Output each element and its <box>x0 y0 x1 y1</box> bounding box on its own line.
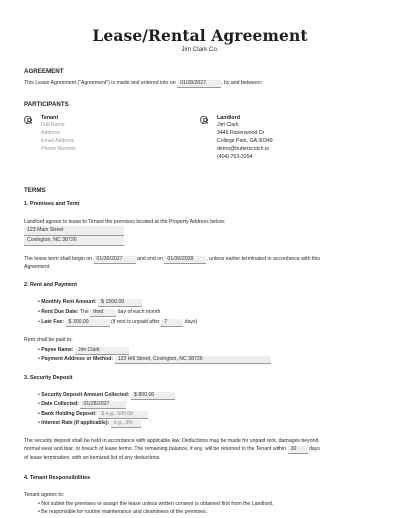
payee-row: • Payee Name: Jim Clark <box>38 347 129 355</box>
landlord-email: demo@butterscotch.io <box>217 146 269 152</box>
deposit-date-field[interactable]: 01/28/2027 <box>80 401 126 409</box>
bank-field[interactable]: $ e.g., 500.00 <box>98 411 148 419</box>
rent-due-row: • Rent Due Date: The third day of each month <box>38 309 161 315</box>
responsibility-item: • Not sublet the premises or assign the lease unless written consent is obtained first from the Landlord. <box>38 501 274 507</box>
property-address-line2[interactable]: Covington, NC 38726 <box>24 236 124 246</box>
interest-row: • Interest Rate (if applicable): e.g., 3% <box>38 420 141 428</box>
deposit-paragraph-line1: The security deposit shall be held in accordance with applicable law. Deductions may be made for unpaid rent, damages beyond <box>24 438 319 444</box>
rent-due-post: day of each month <box>117 309 161 315</box>
interest-field[interactable]: e.g., 3% <box>111 420 141 428</box>
term-text1: The lease term shall begin on <box>24 256 93 262</box>
lease-end-date-field[interactable]: 01/30/2028 <box>164 256 206 264</box>
interest-label: Interest Rate (if applicable): <box>41 420 110 426</box>
document-subtitle: Jim Clark Co. <box>181 46 219 53</box>
bank-row: • Bank Holding Deposit: $ e.g., 500.00 <box>38 411 148 419</box>
payee-field[interactable]: Jim Clark <box>75 347 129 355</box>
landlord-person-icon <box>200 116 208 124</box>
term-text2: and end on <box>136 256 163 262</box>
deposit-para2a: normal wear and tear, or breach of lease terms. The remaining balance, if any, will be returned to the Tenant within <box>24 446 287 452</box>
responsibilities-heading: 4. Tenant Responsibilities <box>24 475 91 481</box>
deposit-para2b: days <box>309 446 320 452</box>
term-text3: , unless earlier terminated in accordance with this <box>206 256 320 262</box>
rent-due-field[interactable]: third <box>90 309 116 317</box>
tenant-full-name[interactable]: Full Name <box>41 122 65 128</box>
lease-term-sentence <box>24 256 320 264</box>
responsibility-item: • Be responsible for routine maintenance and cleanliness of the premises. <box>38 509 208 515</box>
responsibility-item-text: Not sublet the premises or assign the lease unless written consent is obtained first from the Landlord. <box>41 501 274 507</box>
agreement-text-after: , by and between: <box>221 80 263 86</box>
agreement-text-before: This Lease Agreement ("Agreement") is made and entered into on <box>24 80 176 86</box>
deposit-paragraph-line2 <box>24 446 320 454</box>
landlord-role: Landlord <box>217 115 241 121</box>
tenant-phone[interactable]: Phone Number <box>41 146 76 152</box>
late-fee-mid: (if rent is unpaid after <box>110 319 160 325</box>
landlord-city: College Park, GA 30349 <box>217 138 273 144</box>
tenant-details <box>41 121 76 153</box>
deposit-date-row: • Date Collected: 01/28/2027 <box>38 401 126 409</box>
late-fee-days-field[interactable]: 7 <box>161 319 183 327</box>
participants-heading: PARTICIPANTS <box>24 101 69 108</box>
payee-label: Payee Name: <box>41 347 74 353</box>
premises-heading: 1. Premises and Term <box>24 201 80 207</box>
landlord-name: Jim Clark <box>217 122 239 128</box>
terms-heading: TERMS <box>24 187 46 194</box>
lease-start-date-field[interactable]: 01/30/2027 <box>94 256 136 264</box>
deposit-amount-field[interactable]: $ 800.00 <box>131 392 175 400</box>
deposit-return-days-field[interactable]: 30 <box>288 446 308 454</box>
tenant-address[interactable]: Address <box>41 130 61 136</box>
tenant-person-icon <box>24 116 32 124</box>
agreement-sentence <box>24 80 262 88</box>
late-fee-row: • Late Fee: $ 300.00 (if rent is unpaid after 7 days) <box>38 319 198 325</box>
late-fee-post: days) <box>184 319 198 325</box>
responsibility-item-text: Be responsible for routine maintenance and cleanliness of the premises. <box>41 509 208 515</box>
term-text4: Agreement. <box>24 264 51 270</box>
rent-due-label: Rent Due Date: <box>41 309 79 315</box>
monthly-rent-label: Monthly Rent Amount: <box>41 299 97 305</box>
late-fee-field[interactable]: $ 300.00 <box>66 319 110 327</box>
payment-method-row: • Payment Address or Method: 123 Hill Street, Covington, NC 38726 <box>38 356 271 364</box>
landlord-details <box>217 121 273 161</box>
document-title: Lease/Rental Agreement <box>92 26 308 45</box>
deposit-paragraph-line3: of lease termination, with an itemized list of any deductions. <box>24 455 161 461</box>
payment-method-field[interactable]: 123 Hill Street, Covington, NC 38726 <box>115 356 271 364</box>
monthly-rent-row: • Monthly Rent Amount: $ 1500.00 <box>38 299 142 307</box>
payment-method-label: Payment Address or Method: <box>41 356 114 362</box>
premises-intro: Landlord agrees to lease to Tenant the premises located at the Property Address below: <box>24 219 226 225</box>
rent-paid-to: Rent shall be paid to: <box>24 337 73 343</box>
bank-label: Bank Holding Deposit: <box>41 411 97 417</box>
landlord-address: 3445 Ravenwood Dr <box>217 130 265 136</box>
deposit-amount-label: Security Deposit Amount Collected: <box>41 392 130 398</box>
deposit-heading: 3. Security Deposit <box>24 375 73 381</box>
late-fee-label: Late Fee: <box>41 319 65 325</box>
rent-due-pre: The <box>79 309 89 315</box>
agreement-date-field[interactable]: 01/28/2027 <box>177 80 221 88</box>
property-address-block <box>24 226 124 246</box>
monthly-rent-field[interactable]: $ 1500.00 <box>98 299 142 307</box>
tenant-email[interactable]: Email Address <box>41 138 75 144</box>
landlord-phone: (404) 763-3294 <box>217 154 253 160</box>
property-address-line1[interactable]: 123 Main Street <box>24 226 124 236</box>
deposit-date-label: Date Collected: <box>41 401 80 407</box>
agreement-heading: AGREEMENT <box>24 68 64 75</box>
tenant-role: Tenant <box>41 115 59 121</box>
rent-heading: 2. Rent and Payment <box>24 282 78 288</box>
responsibilities-intro: Tenant agrees to: <box>24 492 65 498</box>
deposit-amount-row: • Security Deposit Amount Collected: $ 800.00 <box>38 392 175 400</box>
